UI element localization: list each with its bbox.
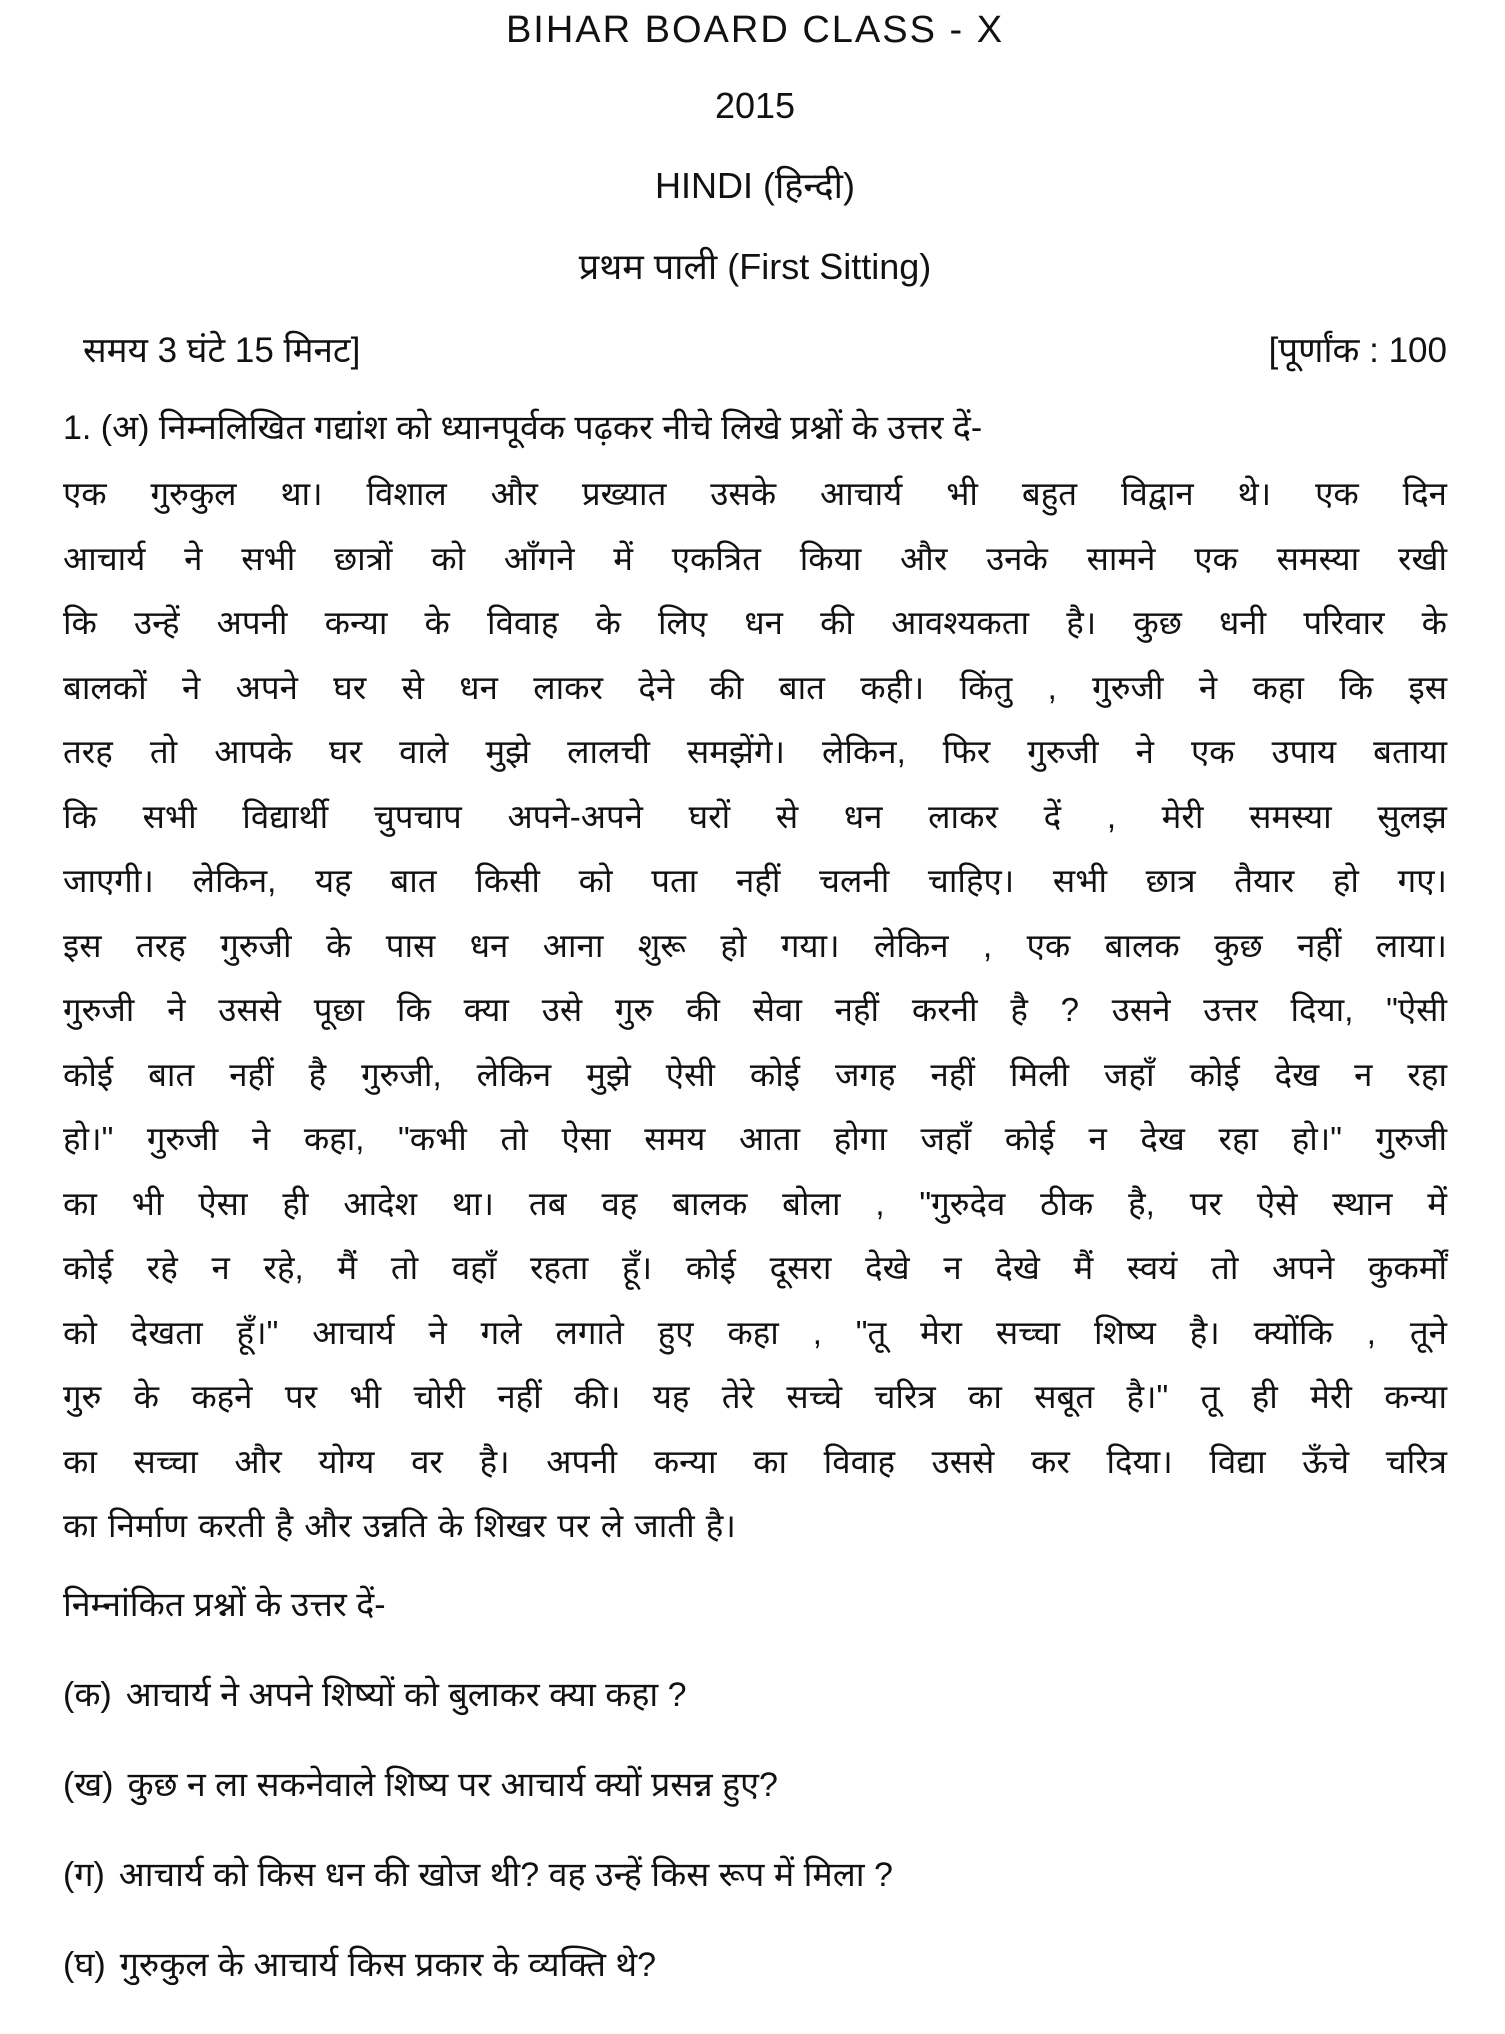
question-text: कुछ न ला सकनेवाले शिष्य पर आचार्य क्यों प्रसन्न हुए?: [127, 1765, 778, 1804]
question-kha: [63, 1761, 1447, 1809]
passage-line: कोई रहे न रहे, मैं तो वहाँ रहता हूँ। कोई दूसरा देखे न देखे मैं स्वयं तो अपने कुकर्मों: [63, 1249, 1447, 1286]
passage-line: बालकों ने अपने घर से धन लाकर देने की बात कही। किंतु , गुरुजी ने कहा कि इस: [63, 668, 1447, 706]
passage-line: तरह तो आपके घर वाले मुझे लालची समझेंगे। लेकिन, फिर गुरुजी ने एक उपाय बताया: [63, 733, 1447, 770]
passage-line: कोई बात नहीं है गुरुजी, लेकिन मुझे ऐसी कोई जगह नहीं मिली जहाँ कोई देख न रहा: [63, 1055, 1447, 1093]
question-gha: [63, 1941, 1447, 1989]
followup-heading: निम्नांकित प्रश्नों के उत्तर दें-: [63, 1585, 386, 1624]
passage-line: गुरु के कहने पर भी चोरी नहीं की। यह तेरे सच्चे चरित्र का सबूत है।" तू ही मेरी कन्या: [63, 1378, 1447, 1415]
question-label: (क): [63, 1675, 112, 1714]
passage-line: को देखता हूँ।" आचार्य ने गले लगाते हुए कहा , "तू मेरा सच्चा शिष्य है। क्योंकि , तूने: [63, 1313, 1447, 1351]
passage-line: का निर्माण करती है और उन्नति के शिखर पर ले जाती है।: [63, 1507, 736, 1544]
passage-line: हो।" गुरुजी ने कहा, "कभी तो ऐसा समय आता होगा जहाँ कोई न देख रहा हो।" गुरुजी: [63, 1120, 1447, 1157]
question-ga: [63, 1851, 1447, 1899]
passage-line: आचार्य ने सभी छात्रों को आँगने में एकत्रित किया और उनके सामने एक समस्या रखी: [63, 539, 1447, 577]
question-label: (घ): [63, 1945, 106, 1984]
exam-meta-row: [63, 328, 1447, 374]
full-marks: [पूर्णांक : 100: [1268, 331, 1447, 370]
passage-line: कि सभी विद्यार्थी चुपचाप अपने-अपने घरों से धन लाकर दें , मेरी समस्या सुलझ: [63, 797, 1447, 835]
board-title: BIHAR BOARD CLASS - X: [505, 9, 1005, 51]
passage-line: का सच्चा और योग्य वर है। अपनी कन्या का विवाह उससे कर दिया। विद्या ऊँचे चरित्र: [63, 1442, 1447, 1480]
question-text: आचार्य ने अपने शिष्यों को बुलाकर क्या कहा ?: [125, 1675, 687, 1714]
subject-title: HINDI (हिन्दी): [655, 165, 855, 206]
passage: [63, 462, 1447, 1559]
question-text: आचार्य को किस धन की खोज थी? वह उन्हें किस रूप में मिला ?: [118, 1855, 893, 1894]
passage-line: जाएगी। लेकिन, यह बात किसी को पता नहीं चलनी चाहिए। सभी छात्र तैयार हो गए।: [63, 862, 1447, 899]
exam-year: 2015: [714, 85, 796, 126]
passage-line: का भी ऐसा ही आदेश था। तब वह बालक बोला , "गुरुदेव ठीक है, पर ऐसे स्थान में: [63, 1184, 1447, 1222]
question-ka: [63, 1671, 1447, 1719]
passage-line: एक गुरुकुल था। विशाल और प्रख्यात उसके आचार्य भी बहुत विद्वान थे। एक दिन: [63, 475, 1447, 512]
question-label: (ग): [63, 1855, 105, 1894]
passage-line: इस तरह गुरुजी के पास धन आना शुरू हो गया। लेकिन , एक बालक कुछ नहीं लाया।: [63, 926, 1447, 964]
passage-line: गुरुजी ने उससे पूछा कि क्या उसे गुरु की सेवा नहीं करनी है ? उसने उत्तर दिया, "ऐसी: [63, 991, 1447, 1028]
question-label: (ख): [63, 1765, 114, 1804]
passage-line: कि उन्हें अपनी कन्या के विवाह के लिए धन की आवश्यकता है। कुछ धनी परिवार के: [63, 604, 1447, 641]
time-allowed: समय 3 घंटे 15 मिनट]: [83, 331, 361, 370]
sub-questions: [63, 1671, 1447, 1989]
question-text: गुरुकुल के आचार्य किस प्रकार के व्यक्ति थे?: [119, 1945, 657, 1984]
sitting-title: प्रथम पाली (First Sitting): [578, 246, 932, 287]
question-1-intro: 1. (अ) निम्नलिखित गद्यांश को ध्यानपूर्वक पढ़कर नीचे लिखे प्रश्नों के उत्तर दें-: [63, 409, 983, 447]
